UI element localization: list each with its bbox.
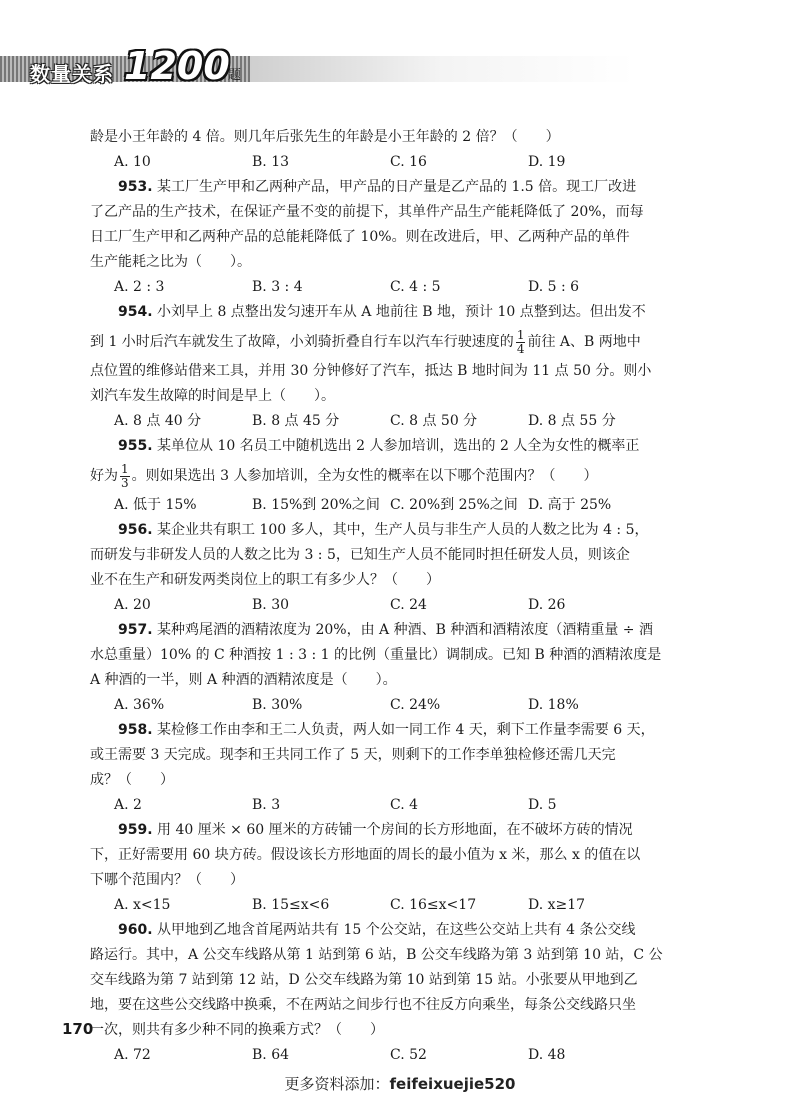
fraction-numerator: 1 bbox=[516, 327, 525, 342]
question-line: 生产能耗之比为（ ）。 bbox=[90, 254, 251, 270]
question-line: 成？（ ） bbox=[90, 772, 174, 788]
question-line bbox=[90, 818, 710, 843]
option-c: C. 20%到 25%之间 bbox=[390, 497, 518, 513]
option-c: C. 4 : 5 bbox=[390, 279, 441, 295]
option-c: C. 24% bbox=[390, 697, 441, 713]
question-956 bbox=[90, 518, 710, 618]
question-line bbox=[90, 325, 710, 359]
fraction bbox=[516, 329, 526, 356]
question-line bbox=[90, 459, 710, 493]
option-b: B. 30 bbox=[252, 597, 290, 613]
question-line: 或王需要 3 天完成。现李和王共同工作了 5 天，则剩下的工作李单独检修还需几天完 bbox=[90, 747, 616, 763]
book-title: 数量关系 bbox=[30, 62, 114, 86]
option-d: D. 8 点 55 分 bbox=[528, 413, 616, 429]
question-line: 下，正好需要用 60 块方砖。假设该长方形地面的周长的最小值为 x 米，那么 x 的值在以 bbox=[90, 847, 641, 863]
option-b: B. 15%到 20%之间 bbox=[252, 497, 380, 513]
option-a: A. 10 bbox=[114, 154, 151, 170]
options-row bbox=[90, 593, 710, 618]
option-c: C. 8 点 50 分 bbox=[390, 413, 478, 429]
question-number: 955. bbox=[118, 438, 153, 454]
options-row bbox=[90, 793, 710, 818]
question-number: 957. bbox=[118, 622, 153, 638]
option-c: C. 4 bbox=[390, 797, 419, 813]
question-line: 刘汽车发生故障的时间是早上（ ）。 bbox=[90, 388, 335, 404]
option-d: D. 26 bbox=[528, 597, 566, 613]
question-number: 959. bbox=[118, 822, 153, 838]
question-957 bbox=[90, 618, 710, 718]
question-number: 953. bbox=[118, 179, 153, 195]
question-952-continuation bbox=[90, 125, 710, 175]
question-line bbox=[90, 175, 710, 200]
question-number: 958. bbox=[118, 722, 153, 738]
question-text: 某种鸡尾酒的酒精浓度为 20%，由 A 种酒、B 种酒和酒精浓度（酒精重量 ÷ 酒 bbox=[157, 622, 653, 638]
question-953 bbox=[90, 175, 710, 300]
question-line: 了乙产品的生产技术，在保证产量不变的前提下，其单件产品生产能耗降低了 20%，而每 bbox=[90, 204, 644, 220]
question-number: 956. bbox=[118, 522, 153, 538]
question-line: 而研发与非研发人员的人数之比为 3 : 5，已知生产人员不能同时担任研发人员，则该企 bbox=[90, 547, 630, 563]
header-banner-fade bbox=[250, 56, 800, 82]
question-text: 某检修工作由李和王二人负责，两人如一同工作 4 天，剩下工作量李需要 6 天， bbox=[157, 722, 655, 738]
question-number: 954. bbox=[118, 304, 153, 320]
question-line: 水总重量）10% 的 C 种酒按 1 : 3 : 1 的比例（重量比）调制成。已知 B 种酒的酒精浓度是 bbox=[90, 647, 662, 663]
question-line bbox=[90, 518, 710, 543]
question-line: 交车线路为第 7 站到第 12 站，D 公交车线路为第 10 站到第 15 站。小张要从甲地到乙 bbox=[90, 972, 638, 988]
question-958 bbox=[90, 718, 710, 818]
question-954 bbox=[90, 300, 710, 434]
page-number: 170 bbox=[62, 1020, 94, 1038]
option-a: A. x<15 bbox=[114, 897, 171, 913]
option-b: B. 64 bbox=[252, 1047, 290, 1063]
option-d: D. 19 bbox=[528, 154, 566, 170]
question-line bbox=[90, 434, 710, 459]
question-text: 某单位从 10 名员工中随机选出 2 人参加培训，选出的 2 人全为女性的概率正 bbox=[157, 438, 640, 454]
question-content bbox=[90, 125, 710, 1068]
fraction-denominator: 3 bbox=[121, 475, 129, 490]
options-row bbox=[90, 275, 710, 300]
question-line: A 种酒的一半，则 A 种酒的酒精浓度是（ ）。 bbox=[90, 672, 397, 688]
question-line: 龄是小王年龄的 4 倍。则几年后张先生的年龄是小王年龄的 2 倍？（ ） bbox=[90, 129, 560, 145]
option-a: A. 20 bbox=[114, 597, 151, 613]
option-d: D. 18% bbox=[528, 697, 579, 713]
option-d: D. 5 : 6 bbox=[528, 279, 580, 295]
options-row bbox=[90, 409, 710, 434]
question-line: 地，要在这些公交线路中换乘，不在两站之间步行也不往反方向乘坐，每条公交线路只坐 bbox=[90, 997, 636, 1013]
option-a: A. 2 : 3 bbox=[114, 279, 165, 295]
question-line: 下哪个范围内？（ ） bbox=[90, 872, 244, 888]
option-c: C. 52 bbox=[390, 1047, 427, 1063]
fraction bbox=[120, 463, 130, 490]
question-line bbox=[90, 300, 710, 325]
question-text: 小刘早上 8 点整出发匀速开车从 A 地前往 B 地，预计 10 点整到达。但出发不 bbox=[157, 304, 646, 320]
question-text: 某工厂生产甲和乙两种产品，甲产品的日产量是乙产品的 1.5 倍。现工厂改进 bbox=[157, 179, 637, 195]
question-line bbox=[90, 718, 710, 743]
options-row bbox=[90, 150, 710, 175]
option-c: C. 16 bbox=[390, 154, 427, 170]
question-line: 点位置的维修站借来工具，并用 30 分钟修好了汽车，抵达 B 地时间为 11 点 50 分。则小 bbox=[90, 363, 652, 379]
option-d: D. x≥17 bbox=[528, 897, 586, 913]
question-text: 。则如果选出 3 人参加培训，全为女性的概率在以下哪个范围内？（ ） bbox=[131, 468, 598, 484]
option-b: B. 8 点 45 分 bbox=[252, 413, 340, 429]
option-c: C. 16≤x<17 bbox=[390, 897, 477, 913]
book-number: 1200 bbox=[124, 44, 230, 88]
option-a: A. 8 点 40 分 bbox=[114, 413, 202, 429]
option-b: B. 15≤x<6 bbox=[252, 897, 330, 913]
options-row bbox=[90, 493, 710, 518]
fraction-numerator: 1 bbox=[121, 461, 129, 476]
option-a: A. 低于 15% bbox=[114, 497, 197, 513]
question-line bbox=[90, 918, 710, 943]
question-959 bbox=[90, 818, 710, 918]
question-line: 日工厂生产甲和乙两种产品的总能耗降低了 10%。则在改进后，甲、乙两种产品的单件 bbox=[90, 229, 630, 245]
option-a: A. 36% bbox=[114, 697, 165, 713]
options-row bbox=[90, 893, 710, 918]
question-text: 某企业共有职工 100 多人，其中，生产人员与非生产人员的人数之比为 4 : 5， bbox=[157, 522, 649, 538]
option-d: D. 高于 25% bbox=[528, 497, 612, 513]
question-text: 用 40 厘米 × 60 厘米的方砖铺一个房间的长方形地面，在不破坏方砖的情况 bbox=[157, 822, 633, 838]
footer-prefix: 更多资料添加： bbox=[284, 1075, 390, 1093]
footer-contact: feifeixuejie520 bbox=[389, 1075, 516, 1093]
question-text: 到 1 小时后汽车就发生了故障，小刘骑折叠自行车以汽车行驶速度的 bbox=[90, 334, 514, 350]
options-row bbox=[90, 1043, 710, 1068]
question-text: 好为 bbox=[90, 468, 118, 484]
question-text: 前往 A、B 两地中 bbox=[527, 334, 641, 350]
option-d: D. 5 bbox=[528, 797, 557, 813]
question-line: 一次，则共有多少种不同的换乘方式？（ ） bbox=[90, 1022, 384, 1038]
fraction-denominator: 4 bbox=[516, 341, 525, 356]
option-d: D. 48 bbox=[528, 1047, 566, 1063]
option-a: A. 72 bbox=[114, 1047, 151, 1063]
question-line: 路运行。其中，A 公交车线路从第 1 站到第 6 站，B 公交车线路为第 3 站到第 10 站，C 公 bbox=[90, 947, 663, 963]
option-b: B. 13 bbox=[252, 154, 290, 170]
question-text: 从甲地到乙地含首尾两站共有 15 个公交站，在这些公交站上共有 4 条公交线 bbox=[157, 922, 636, 938]
question-line bbox=[90, 618, 710, 643]
option-c: C. 24 bbox=[390, 597, 427, 613]
options-row bbox=[90, 693, 710, 718]
option-b: B. 30% bbox=[252, 697, 303, 713]
question-955 bbox=[90, 434, 710, 518]
footer bbox=[0, 1073, 800, 1094]
running-header bbox=[0, 46, 800, 86]
question-number: 960. bbox=[118, 922, 153, 938]
option-b: B. 3 bbox=[252, 797, 281, 813]
option-a: A. 2 bbox=[114, 797, 142, 813]
option-b: B. 3 : 4 bbox=[252, 279, 303, 295]
question-960 bbox=[90, 918, 710, 1068]
book-unit: 题 bbox=[228, 68, 242, 83]
question-line: 业不在生产和研发两类岗位上的职工有多少人？（ ） bbox=[90, 572, 440, 588]
